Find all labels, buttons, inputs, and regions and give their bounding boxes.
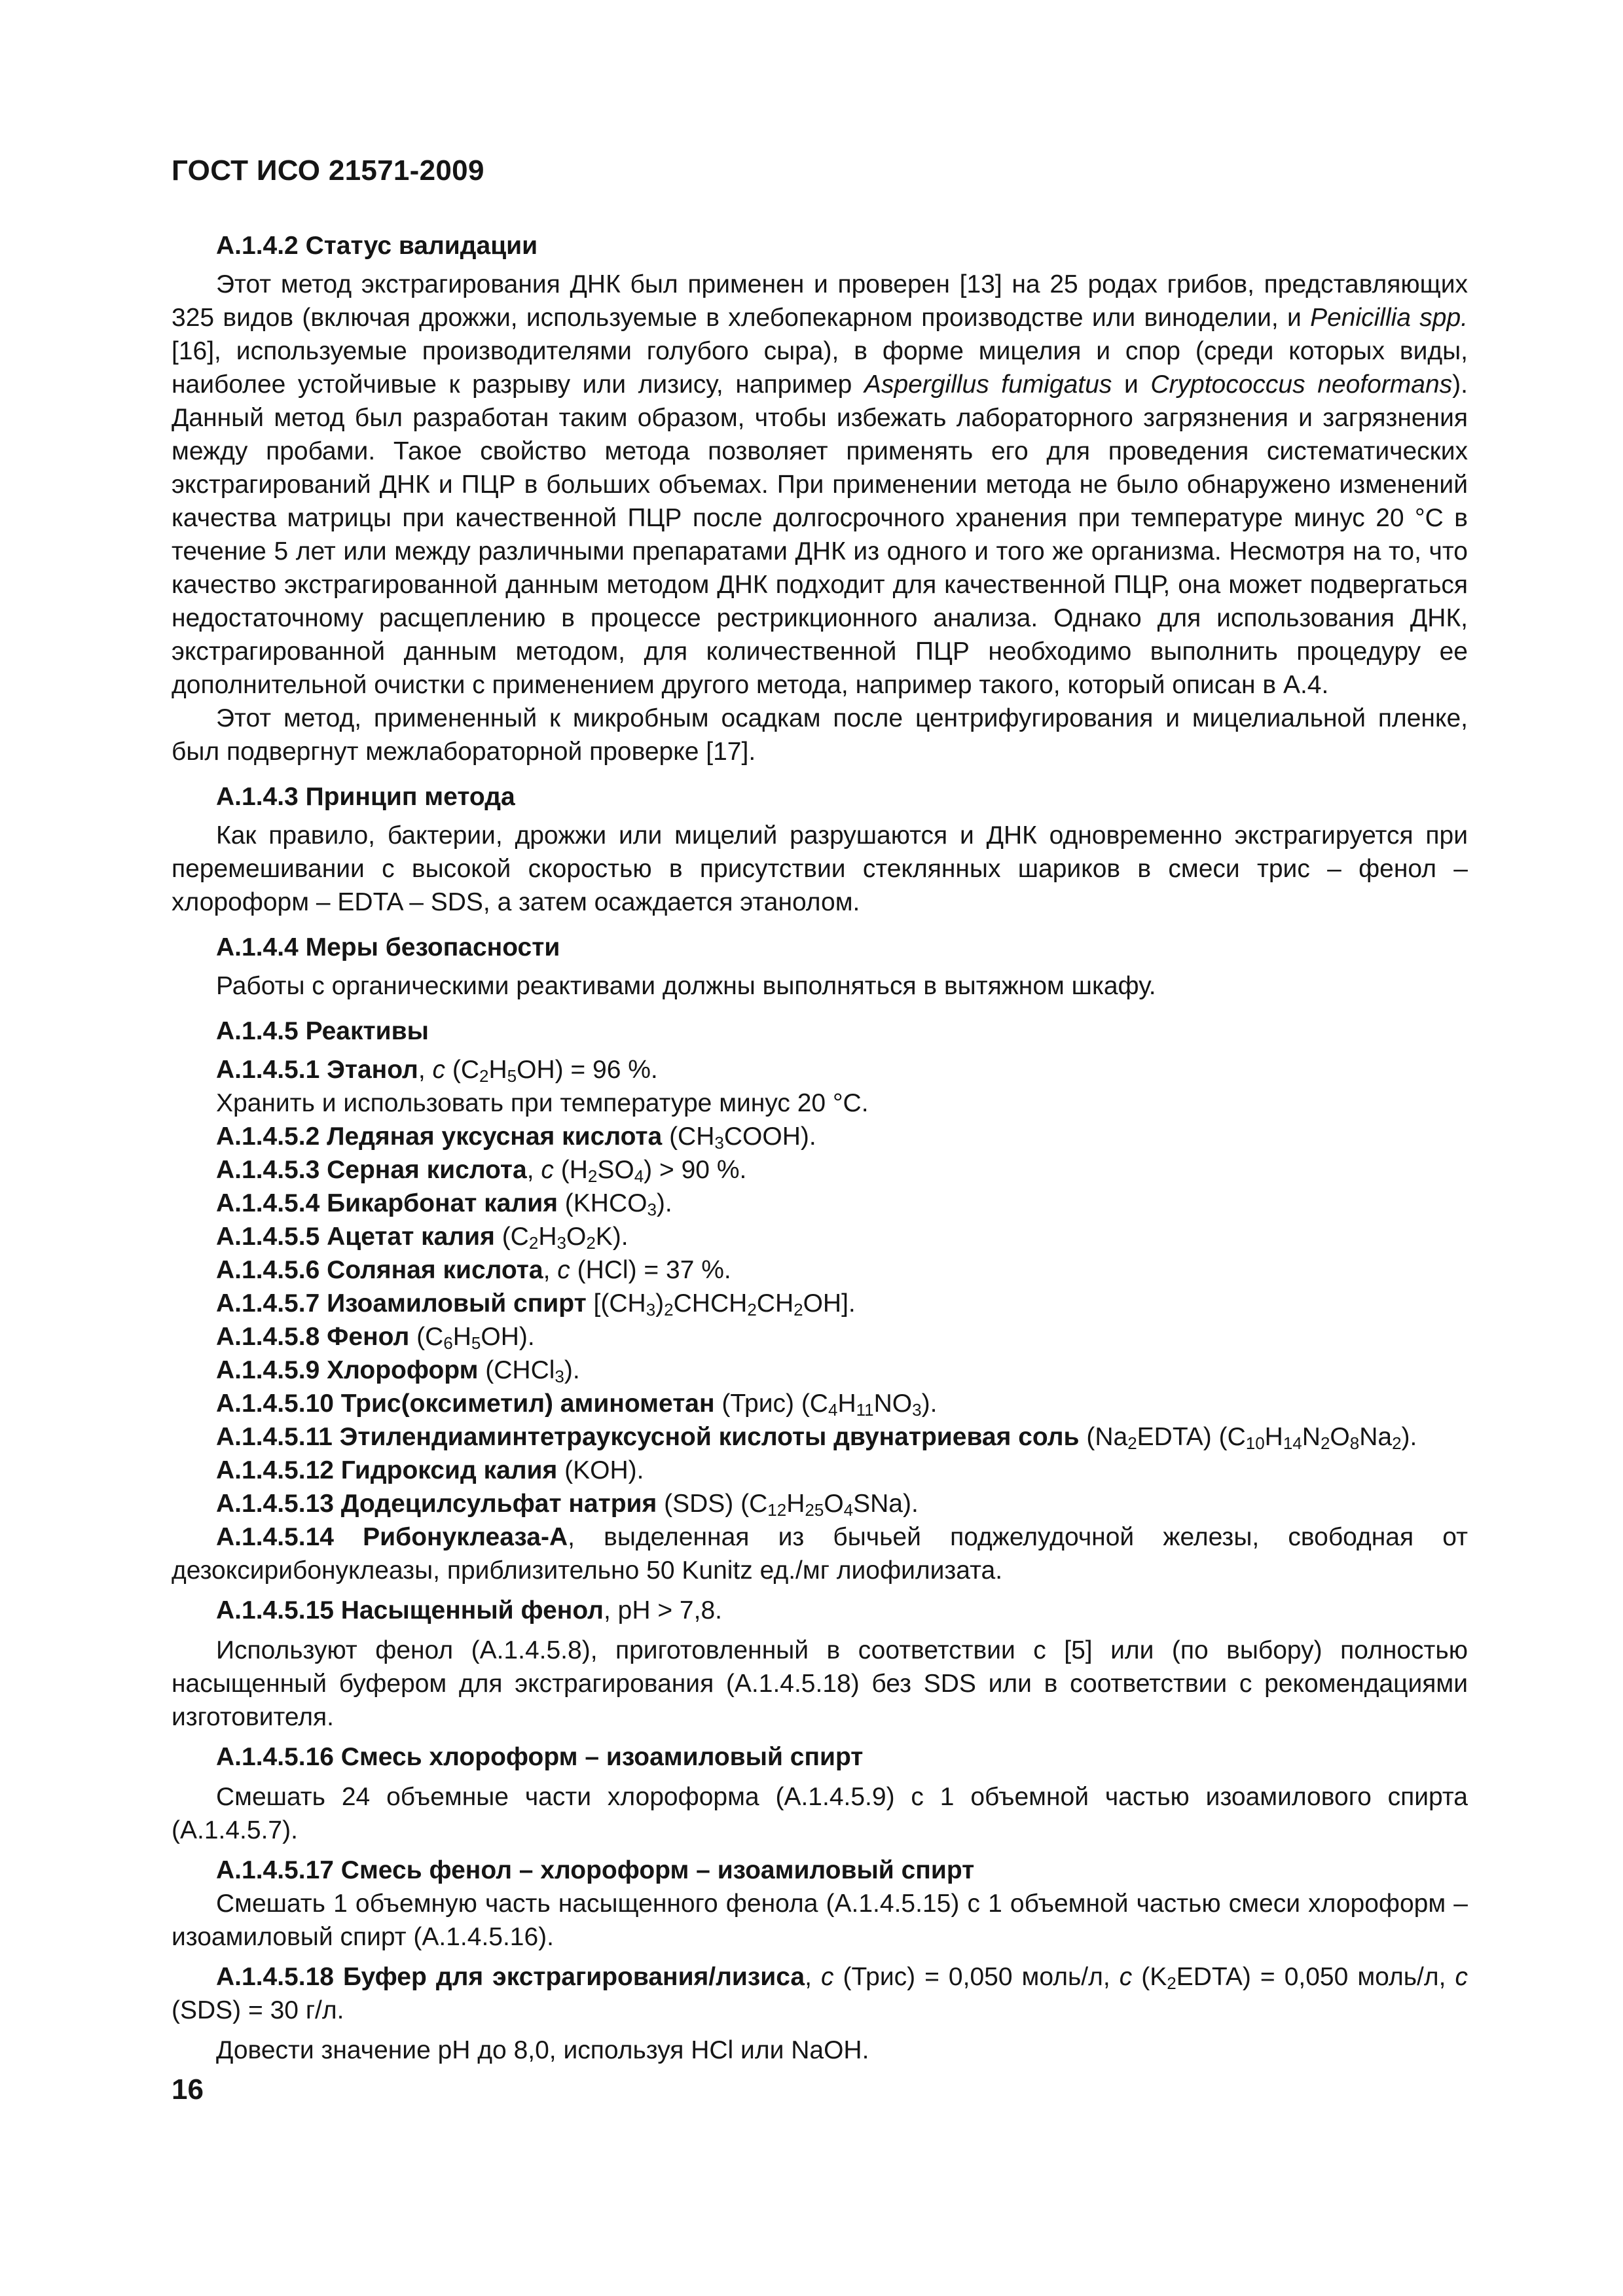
- reagent-ethanol: A.1.4.5.1 Этанол, c $(C_2H_5OH) = 96$ %.: [216, 1056, 658, 1086]
- reagent-phenol-chloroform-isoamyl: A.1.4.5.17 Смесь фенол – хлороформ – изоамиловый спирт: [216, 1856, 975, 1884]
- reagent-potassium-hydroxide: A.1.4.5.12 Гидроксид калия (KOH).: [216, 1456, 644, 1484]
- section-heading-validation: A.1.4.2 Статус валидации: [216, 232, 538, 260]
- reagent-phenol-chloroform-isoamyl-note: Смешать 1 объемную часть насыщенного фенола (А.1.4.5.15) с 1 объемной частью смеси хлороформ – изоамиловый спирт (А.1.4.5.16).: [172, 1890, 1468, 1951]
- reagent-ribonuclease: A.1.4.5.14 Рибонуклеаза-А, выделенная из бычьей поджелудочной железы, свободная от дезоксирибонуклеазы, приблизительно 50 Kunitz ед./мг лиофилизата.: [172, 1523, 1468, 1585]
- paragraph-safety: Работы с органическими реактивами должны выполняться в вытяжном шкафу.: [216, 972, 1156, 1000]
- reagent-hydrochloric-acid: A.1.4.5.6 Соляная кислота, c (HCl) = 37 %.: [216, 1256, 731, 1284]
- reagent-potassium-bicarbonate: A.1.4.5.4 Бикарбонат калия $(KHCO_3)$.: [216, 1189, 672, 1219]
- page-number: 16: [172, 2073, 204, 2106]
- reagent-extraction-buffer-note: Довести значение pH до 8,0, используя HCl или NaOH.: [216, 2036, 869, 2064]
- page-header-doc-id: ГОСТ ИСО 21571-2009: [172, 154, 484, 187]
- reagent-tris: A.1.4.5.10 Трис(оксиметил) аминометан (Трис) $(C_4H_{11}NO_3)$.: [216, 1390, 938, 1420]
- reagent-sds: A.1.4.5.13 Додецилсульфат натрия (SDS) $(C_{12}H_{25}O_4SNa)$.: [216, 1490, 919, 1520]
- reagent-phenol: A.1.4.5.8 Фенол $(C_6H_5OH)$.: [216, 1323, 535, 1353]
- section-heading-safety: A.1.4.4 Меры безопасности: [216, 933, 560, 961]
- paragraph-interlab: Этот метод, примененный к микробным осадкам после центрифугирования и мицелиальной пленке, был подвергнут межлабораторной проверке [17].: [172, 704, 1468, 766]
- reagent-chloroform: A.1.4.5.9 Хлороформ (CHCl$_3$).: [216, 1356, 580, 1386]
- reagent-sulfuric-acid: A.1.4.5.3 Серная кислота, c $(H_2SO_4) > 90$ %.: [216, 1156, 747, 1186]
- reagent-extraction-buffer: A.1.4.5.18 Буфер для экстрагирования/лизиса, c (Трис) = 0,050 моль/л, c $(K_2EDTA) = 0,050$ моль/л, c (SDS) = 30 г/л.: [172, 1963, 1468, 2024]
- paragraph-principle: Как правило, бактерии, дрожжи или мицелий разрушаются и ДНК одновременно экстрагируется при перемешивании с высокой скоростью в присутствии стеклянных шариков в смеси трис – фенол – хлороформ – EDTA – SDS, а затем осаждается этанолом.: [172, 821, 1468, 916]
- reagent-potassium-acetate: A.1.4.5.5 Ацетат калия $(C_2H_3O_2K)$.: [216, 1223, 629, 1253]
- paragraph-validation: Этот метод экстрагирования ДНК был применен и проверен [13] на 25 родах грибов, представляющих 325 видов (включая дрожжи, используемые в хлебопекарном производстве или виноделии, и Penicillia spp. [16], используемые производителями голубого сыра), в форме мицелия и спор (среди которых виды, наиболее устойчивые к разрыву или лизису, например Aspergillus fumigatus и Cryptococcus neoformans). Данный метод был разработан таким образом, чтобы избежать лабораторного загрязнения и загрязнения между пробами. Такое свойство метода позволяет применять его для проведения систематических экстрагирований ДНК и ПЦР в больших объемах. При применении метода не было обнаружено изменений качества матрицы при качественной ПЦР после долгосрочного хранения при температуре минус 20 °C в течение 5 лет или между различными препаратами ДНК из одного и того же организма. Несмотря на то, что качество экстрагированной данным методом ДНК подходит для качественной ПЦР, она может подвергаться недостаточному расщеплению в процессе рестрикционного анализа. Однако для использования ДНК, экстрагированной данным методом, для количественной ПЦР необходимо выполнить процедуру ее дополнительной очистки с применением другого метода, например такого, который описан в А.4.: [172, 270, 1468, 699]
- section-heading-principle: A.1.4.3 Принцип метода: [216, 783, 515, 811]
- reagent-isoamyl-alcohol: A.1.4.5.7 Изоамиловый спирт $[(CH_3)_2CHCH_2CH_2OH]$.: [216, 1289, 856, 1319]
- reagent-saturated-phenol-note: Используют фенол (А.1.4.5.8), приготовленный в соответствии с [5] или (по выбору) полностью насыщенный буфером для экстрагирования (А.1.4.5.18) без SDS или в соответствии с рекомендациями изготовителя.: [172, 1636, 1468, 1731]
- reagent-saturated-phenol: A.1.4.5.15 Насыщенный фенол, pH > 7,8.: [216, 1596, 722, 1624]
- reagent-edta: A.1.4.5.11 Этилендиаминтетрауксусной кислоты двунатриевая соль $(Na_2EDTA)$ $(C_{10}H_{14}N_2O_8Na_2)$.: [216, 1423, 1417, 1453]
- reagent-chloroform-isoamyl-note: Смешать 24 объемные части хлороформа (А.1.4.5.9) с 1 объемной частью изоамилового спирта (А.1.4.5.7).: [172, 1783, 1468, 1844]
- reagent-chloroform-isoamyl: A.1.4.5.16 Смесь хлороформ – изоамиловый спирт: [216, 1743, 864, 1771]
- document-body: [172, 229, 1468, 2067]
- section-heading-reagents: A.1.4.5 Реактивы: [216, 1017, 429, 1045]
- reagent-ethanol-note: Хранить и использовать при температуре минус 20 °C.: [216, 1089, 869, 1117]
- reagent-acetic-acid: A.1.4.5.2 Ледяная уксусная кислота $(CH_3COOH)$.: [216, 1122, 816, 1153]
